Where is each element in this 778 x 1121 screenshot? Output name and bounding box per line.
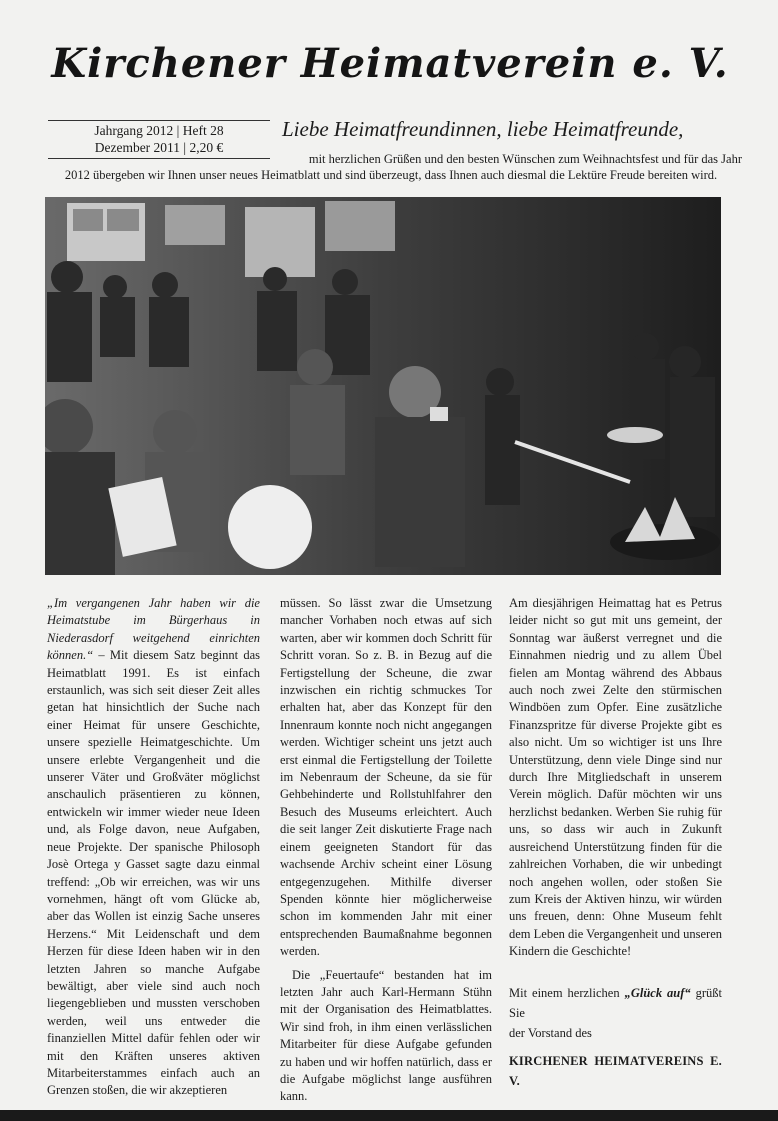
column-1-text: – Mit diesem Satz beginnt das Heimatblatt 1991. Es ist einfach erstaunlich, was sich seit dieser Zeit alles getan hat hinsichtlich der Suche nach einer Heimat für unsere Geschichte, unsere spezielle Heimatgeschichte. Um unsere erlebte Vergangenheit und die unserer Väter und Großväter möglichst anschaulich präsentieren zu können, entwickeln wir immer wieder neue Ideen und, als Folge davon, neue Aufgaben, neue Projekte. Der spanische Philosoph Josè Ortega y Gasset sagte dazu einmal treffend: „Ob wir erreichen, was wir uns vornehmen, hängt oft vom Glücke ab, aber das Wollen ist einzig Sache unseres Herzens.“ Mit Leidenschaft und dem Herzen für diese Ideen haben wir in den letzten Jahren so manche Aufgabe bewältigt, aber viele sind auch noch liegengeblieben und mussten verschoben werden, weil uns entweder die finanziellen Mittel dafür fehlen oder wir mit den Kräften unseres aktiven Mitarbeiterstammes einfach auch an Grenzen stoßen, die wir akzeptieren: [47, 648, 260, 1098]
intro-text-line1: mit herzlichen Grüßen und den besten Wünschen zum Weihnachtsfest und für das Jahr: [308, 152, 742, 166]
column-1-paragraph: [47, 595, 260, 1100]
masthead-title: Kirchener Heimatverein e. V.: [51, 40, 729, 87]
signoff-post: grüßt Sie: [509, 985, 723, 1020]
organization-name: KIRCHENER HEIMATVEREINS E. V.: [509, 1053, 722, 1088]
column-2-paragraph-1: müssen. So lässt zwar die Umsetzung mancher Vorhaben noch etwas auf sich warten, aber wir kommen doch Schritt für Schritt voran. So z. B. in Bezug auf die Fertigstellung der Scheune, die zwar inzwischen ein richtig schmuckes Tor erhalten hat, aber das Konzept für den Innenraum konnte noch nicht angegangen werden. Wichtiger scheint uns jetzt auch erst einmal die Fertigstellung der Toilette im Nebenraum der Scheune, da sie für Gehbehinderte und Rollstuhlfahrer den Besuch des Museums erleichtert. Auch die seit langer Zeit diskutierte Frage nach einem geeigneten Standort für das wachsende Archiv scheint einer Lösung entgegenzugehen. Mithilfe diverser Spenden könnte hier möglicherweise schon im kommenden Jahr mit einer entsprechenden Baumaßnahme begonnen werden.: [280, 596, 492, 959]
article-column-1: [47, 595, 260, 1100]
intro-text-line2: 2012 übergeben wir Ihnen unser neues Heimatblatt und sind überzeugt, dass Ihnen auch diesmal die Lektüre Freude bereiten wird.: [64, 168, 718, 182]
column-2-paragraph-2: Die „Feuertaufe“ bestanden hat im letzten Jahr auch Karl-Hermann Stühn mit der Organisation des Heimatblattes. Wir sind froh, in ihm einen verlässlichen Mitarbeiter für diese Aufgabe gefunden zu haben und wir hoffen natürlich, dass er die Aufgabe möglichst lange ausführen kann.: [280, 967, 492, 1104]
issue-volume: Jahrgang 2012 | Heft 28: [94, 123, 224, 138]
signoff-line2: der Vorstand des: [509, 1025, 592, 1040]
greeting-heading: Liebe Heimatfreundinnen, liebe Heimatfreunde,: [282, 117, 684, 141]
signoff: [509, 983, 722, 1091]
column-3-paragraph-1: Am diesjährigen Heimattag hat es Petrus leider nicht so gut mit uns gemeint, der Sonntag war äußerst verregnet und die Einnahmen niedrig und zu allem Übel fielen am Montag während des Abbaus auch noch zwei Zelte den stürmischen Windböen zum Opfer. Eine zusätzliche Finanzspritze für diverse Projekte gibt es also nicht. Um so wichtiger ist uns Ihre Unterstützung, denn viele Dinge sind nur durch Ihre Mitgliedschaft in unserem Verein möglich. Dafür möchten wir uns herzlichst bedanken. Werben Sie ruhig für uns, so dass wir auch in Zukunft ausreichend Unterstützung finden für die zahlreichen Vorhaben, die wir unbedingt noch angehen wollen, oder stoßen Sie zum Kreis der Aktiven hinzu, wir würden uns freuen, denn: Ohne Museum fehlt dem Leben die Vergangenheit und unseren Kindern die Geschichte!: [509, 596, 723, 959]
opening-quote: „Im vergangenen Jahr haben wir die Heimatstube im Bürgerhaus in Niederasdorf weitgehend einrichten können.“: [47, 596, 260, 663]
article-column-3: [509, 595, 722, 1091]
article-column-2: [280, 595, 492, 1106]
bottom-border: [0, 1110, 778, 1121]
signoff-glueck-auf: „Glück auf“: [624, 985, 691, 1000]
photo-icon: [45, 197, 721, 575]
issue-date-price: Dezember 2011 | 2,20 €: [94, 140, 224, 155]
signoff-pre: Mit einem herzlichen: [509, 985, 625, 1000]
issue-info: [48, 120, 270, 159]
event-photo: [45, 197, 721, 575]
